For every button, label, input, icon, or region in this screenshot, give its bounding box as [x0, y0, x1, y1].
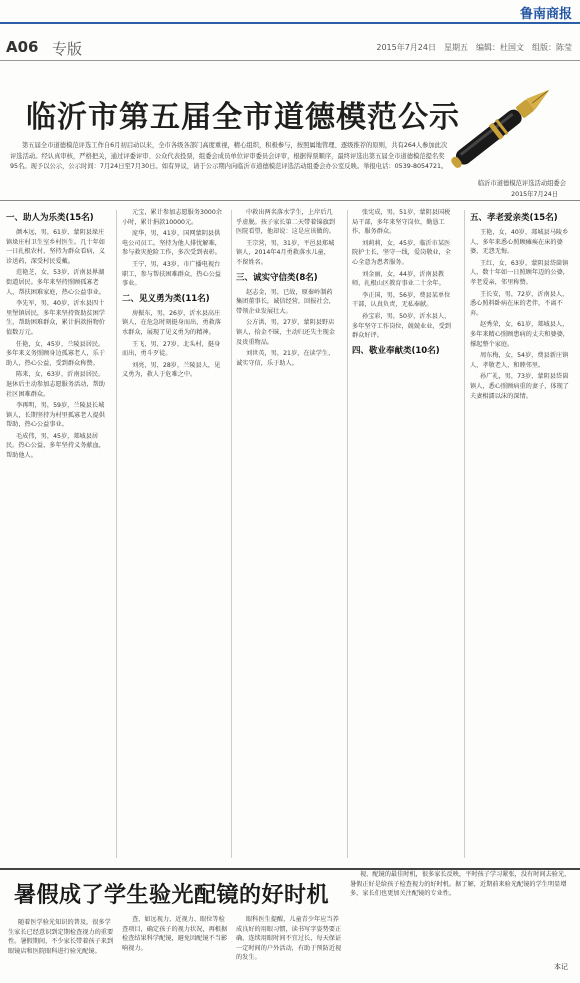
article-paragraph: 眼科医生提醒，儿童青少年应当养成良好的用眼习惯，读书写字姿势要正确，连续用眼时间不宜过长，每天保证一定时间的户外活动，有助于预防近视的发生。	[236, 916, 342, 962]
nominee-entry: 周东梅，女，54岁，费县新庄镇人，孝敬老人，和睦邻里。	[470, 352, 569, 369]
nominee-entry: 孙宝彩，男，50岁，沂水县人，多年坚守工作岗位，兢兢业业，受到群众好评。	[352, 312, 451, 340]
article-byline: 本记	[554, 963, 568, 971]
nominee-entry: 王宗营，男，31岁，平邑县郑城镇人，2014年4月勇救落水儿童，不留姓名。	[236, 239, 335, 266]
brand-logo: 鲁南商报	[519, 7, 572, 22]
column-divider	[116, 210, 117, 858]
nominee-entry: 任艳，女，45岁，兰陵县居民。多年来义务照顾身边孤寡老人，乐于助人，热心公益，受到群众称赞。	[6, 340, 105, 367]
nominee-entry: 王艳，女，40岁，郯城县马陵乡人，多年来悉心照顾瘫痪在床的婆婆，无怨无悔。	[470, 229, 569, 256]
nominee-entry: 房振东，男，26岁，沂水县高庄镇人，在危急时刻挺身而出，勇救落水群众，展现了见义勇为的精神。	[122, 309, 221, 336]
article-headline: 暑假成了学生验光配镜的好时机	[14, 883, 330, 908]
article-column-1	[8, 918, 116, 980]
nominee-entry: 中救出两名落水学生，上岸后几乎虚脱。孩子家长第二天带着锦旗到医院看望，他却说：这是应该做的。	[236, 209, 335, 236]
category-heading: 五、孝老爱亲类(15名)	[470, 213, 558, 223]
section-number: A06	[6, 38, 39, 56]
issue-date: 2015年7月24日	[511, 191, 558, 198]
column-divider	[347, 210, 348, 858]
nominee-entry: 刘金丽，女，44岁，沂南县教师，扎根山区教育事业二十余年。	[352, 270, 445, 288]
article-column-4	[350, 870, 574, 980]
intro-paragraph: 第五届全市道德模范评选工作自6月初启动以来，全市各级各部门高度重视，精心组织，积极参与，按照属地管理、逐级推荐的原则，共有264人参加此次评选活动。经认真审核，严格把关，通过评委评审、公众代表投票，组委会成员单位评审委员会评审，根据得票顺序，最终评选出第五届全市道德模范提名奖95名。现予以公示，公示时间：7月24日至7月30日。如有异议，请于公示期内向临沂市道德模范评选活动组委会办公室反映。举报电话：0539-8054721。	[10, 142, 448, 170]
article-paragraph: 随着医学验光知识的普及，很多学生家长已经意识到定期检查视力的重要性。暑假期间，不少家长带着孩子来到眼镜店和医院眼科进行验光配镜。	[8, 919, 114, 955]
issuer: 临沂市道德模范评选活动组委会	[477, 180, 566, 187]
column-divider	[231, 210, 232, 858]
nominee-entry: 范艳芝，女，53岁，沂南县界湖街道居民。多年来坚持照顾孤寡老人，帮扶困难家庭，热心公益事业。	[6, 269, 105, 296]
top-rule	[0, 22, 580, 24]
column-divider	[464, 210, 465, 858]
intro-divider	[0, 200, 580, 201]
nominee-entry: 王红，女，63岁，蒙阴县岱崮镇人，数十年如一日照顾年迈的公婆，孝老爱亲，邻里称赞。	[470, 259, 569, 286]
nominee-entry: 陈来，女，63岁，沂南县居民。退休后主动参加志愿服务活动，帮助社区困难群众。	[6, 371, 105, 398]
column-5	[470, 208, 570, 858]
article-paragraph: 视、配镜的最佳时机，很多家长反映，平时孩子学习紧张，没有时间去验光，暑假正好是给孩子检查视力的好时机。据了解，近期前来验光配镜的学生明显增多，家长们也更加关注配镜的专业性。	[350, 871, 571, 898]
nominee-entry: 公方洪，男，27岁，蒙阴县野店镇人，拾金不昧，主动归还失主现金及贵重物品。	[236, 319, 335, 346]
nominee-entry: 李先军，男，40岁，沂水县四十里堡镇居民，多年来坚持资助贫困学生，帮助困难群众，累计捐款捐物价值数万元。	[6, 300, 105, 336]
nominee-entry: 刘亮，男，28岁，兰陵县人，见义勇为，救人于危难之中。	[122, 361, 221, 379]
page-headline: 临沂市第五届全市道德模范公示	[26, 100, 460, 135]
header-divider	[0, 60, 580, 61]
column-4	[352, 208, 452, 858]
column-2	[122, 208, 222, 858]
nominee-entry: 王飞，男，27岁，北头村，挺身而出，勇斗歹徒。	[122, 340, 221, 358]
fountain-pen-icon	[438, 66, 568, 186]
category-heading: 一、助人为乐类(15名)	[6, 213, 94, 223]
nominee-entry: 庞华，男，41岁，国网蒙阴县供电公司员工。坚持为他人排忧解难，参与救灾抢险工作，多次受到表彰。	[122, 230, 221, 257]
nominee-entry: 刘莉莉，女，45岁，临沂市某医院护士长，坚守一线，爱岗敬业，全心全意为患者服务。	[352, 239, 451, 266]
category-heading: 四、敬业奉献类(10名)	[352, 345, 440, 356]
nominee-entry: 颜本远，男，61岁，蒙阴县垛庄镇垛庄村卫生室乡村医生。几十年如一日扎根农村，坚持为群众看病，义诊送药，深受村民爱戴。	[6, 229, 105, 265]
nominee-entry: 赵志金，男，已故，原秦岭制药集团董事长，诚信经营，回报社会，带领企业发展壮大。	[236, 288, 335, 315]
nominee-entry: 孙广礼，男，73岁，蒙阴县岱崮镇人，悉心照顾病重的妻子，体现了夫妻相濡以沫的深情。	[470, 373, 569, 400]
category-heading: 三、诚实守信类(8名)	[236, 272, 318, 283]
edition-info: 2015年7月24日 星期五 编辑：杜国文 组版：陈莹	[376, 43, 572, 52]
article-paragraph: 查、如远视力、近视力、眼位等检查项目，确定孩子的视力状况，再根据检查结果科学配镜，避免因配镜不当影响视力。	[122, 916, 228, 952]
nominee-entry: 赵秀荣，女，61岁，郯城县人，多年来精心照顾患病的丈夫和婆婆，撑起整个家庭。	[470, 321, 569, 348]
category-heading: 二、见义勇为类(11名)	[122, 293, 210, 304]
nominee-entry: 张宪成，男，51岁，蒙阴县国税局干部，多年来坚守岗位，勤恳工作，服务群众。	[352, 209, 451, 236]
nominee-entry: 刘世英，男，21岁，在读学生，诚实守信，乐于助人。	[236, 350, 335, 367]
nominee-entry: 王长安，男，72岁，沂南县人，悉心照料卧病在床的老伴，不离不弃。	[470, 290, 569, 317]
section-name: 专版	[52, 40, 83, 58]
nominee-entry: 李正国，男，56岁，费县某单位干部，认真负责，无私奉献。	[352, 291, 451, 309]
article-column-3	[236, 915, 344, 979]
column-1	[6, 208, 106, 858]
nominee-entry: 元宝，累计参加志愿服务3000余小时，累计捐款10000元。	[122, 209, 222, 226]
article-column-2	[122, 915, 230, 979]
nominee-entry: 王宁，男，43岁，市广播电视台职工，参与帮扶困难群众，热心公益事业。	[122, 260, 221, 288]
column-3	[236, 208, 336, 858]
nominee-entry: 毛成伟，男，45岁，郯城县居民。热心公益，多年坚持义务献血，帮助他人。	[6, 432, 105, 460]
nominee-entry: 李再明，男，59岁，兰陵县长城镇人，长期坚持为村里孤寡老人提供帮助，热心公益事业。	[6, 402, 105, 429]
